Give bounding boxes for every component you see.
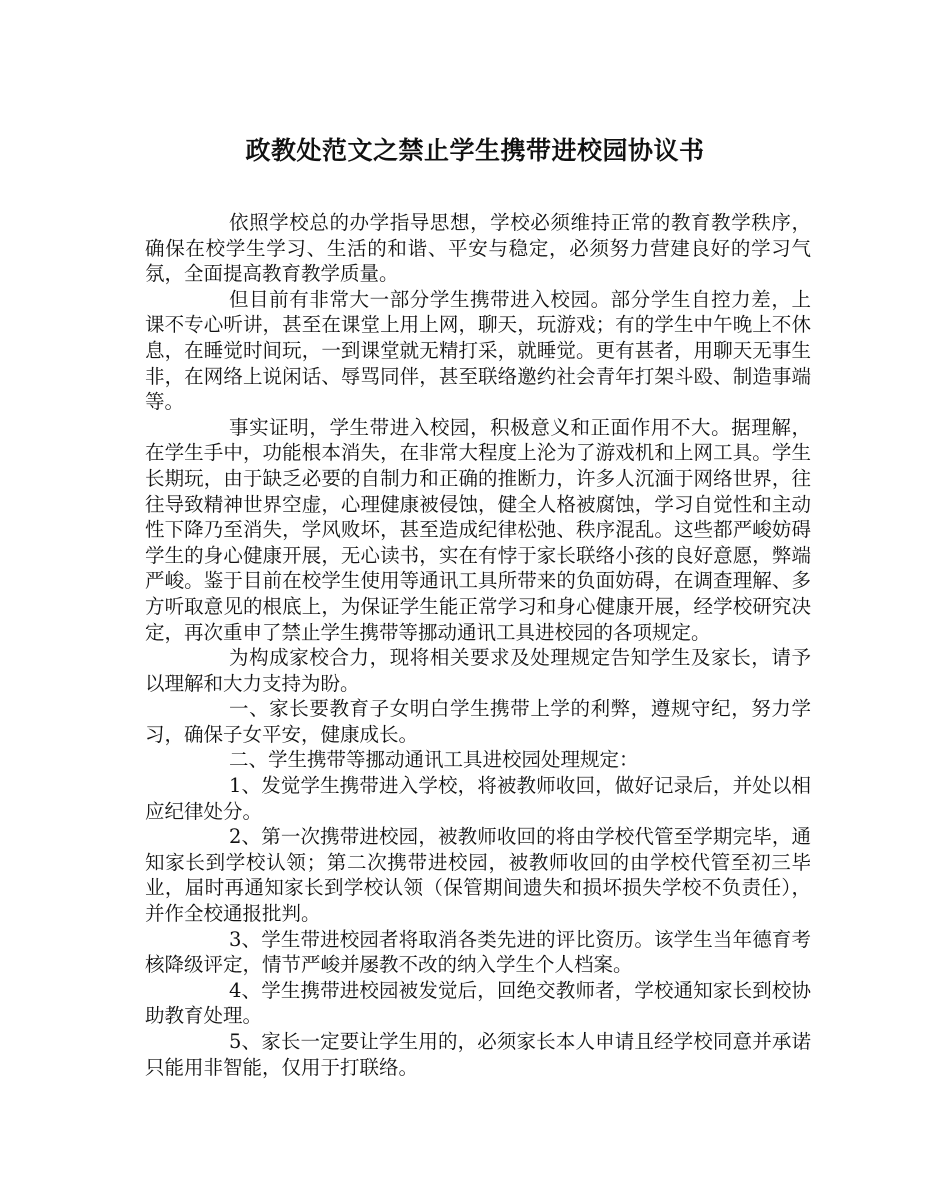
paragraph: 依照学校总的办学指导思想，学校必须维持正常的教育教学秩序，确保在校学生学习、生活的和谐、平安与稳定，必须努力营建良好的学习气氛，全面提高教育教学质量。 <box>145 211 811 286</box>
paragraph: 事实证明，学生带进入校园，积极意义和正面作用不大。据理解，在学生手中，功能根本消失，在非常大程度上沦为了游戏机和上网工具。学生长期玩，由于缺乏必要的自制力和正确的推断力，许多人沉湎于网络世界，往往导致精神世界空虚，心理健康被侵蚀，健全人格被腐蚀，学习自觉性和主动性下降乃至消失，学风败坏，甚至造成纪律松弛、秩序混乱。这些都严峻妨碍学生的身心健康开展，无心读书，实在有悖于家长联络小孩的良好意愿，弊端严峻。鉴于目前在校学生使用等通讯工具所带来的负面妨碍，在调查理解、多方听取意见的根底上，为保证学生能正常学习和身心健康开展，经学校研究决定，再次重申了禁止学生携带等挪动通讯工具进校园的各项规定。 <box>145 415 811 644</box>
document-body <box>145 210 811 1080</box>
paragraph: 2、第一次携带进校园，被教师收回的将由学校代管至学期完毕，通知家长到学校认领；第二次携带进校园，被教师收回的由学校代管至初三毕业，届时再通知家长到学校认领（保管期间遗失和损坏损失学校不负责任），并作全校通报批判。 <box>145 825 811 926</box>
paragraph: 但目前有非常大一部分学生携带进入校园。部分学生自控力差，上课不专心听讲，甚至在课堂上用上网，聊天，玩游戏；有的学生中午晚上不休息，在睡觉时间玩，一到课堂就无精打采，就睡觉。更有甚者，用聊天无事生非，在网络上说闲话、辱骂同伴，甚至联络邀约社会青年打架斗殴、制造事端等。 <box>145 287 811 414</box>
paragraph: 4、学生携带进校园被发觉后，回绝交教师者，学校通知家长到校协助教育处理。 <box>145 978 811 1028</box>
paragraph: 5、家长一定要让学生用的，必须家长本人申请且经学校同意并承诺只能用非智能，仅用于打联络。 <box>145 1030 811 1079</box>
document-title: 政教处范文之禁止学生携带进校园协议书 <box>245 136 705 165</box>
paragraph: 一、家长要教育子女明白学生携带上学的利弊，遵规守纪，努力学习，确保子女平安，健康成长。 <box>145 697 811 746</box>
paragraph: 二、学生携带等挪动通讯工具进校园处理规定： <box>229 748 639 772</box>
paragraph: 1、发觉学生携带进入学校，将被教师收回，做好记录后，并处以相应纪律处分。 <box>145 774 811 823</box>
paragraph: 为构成家校合力，现将相关要求及处理规定告知学生及家长，请予以理解和大力支持为盼。 <box>145 646 811 695</box>
paragraph: 3、学生带进校园者将取消各类先进的评比资历。该学生当年德育考核降级评定，情节严峻并屡教不改的纳入学生个人档案。 <box>145 927 811 977</box>
